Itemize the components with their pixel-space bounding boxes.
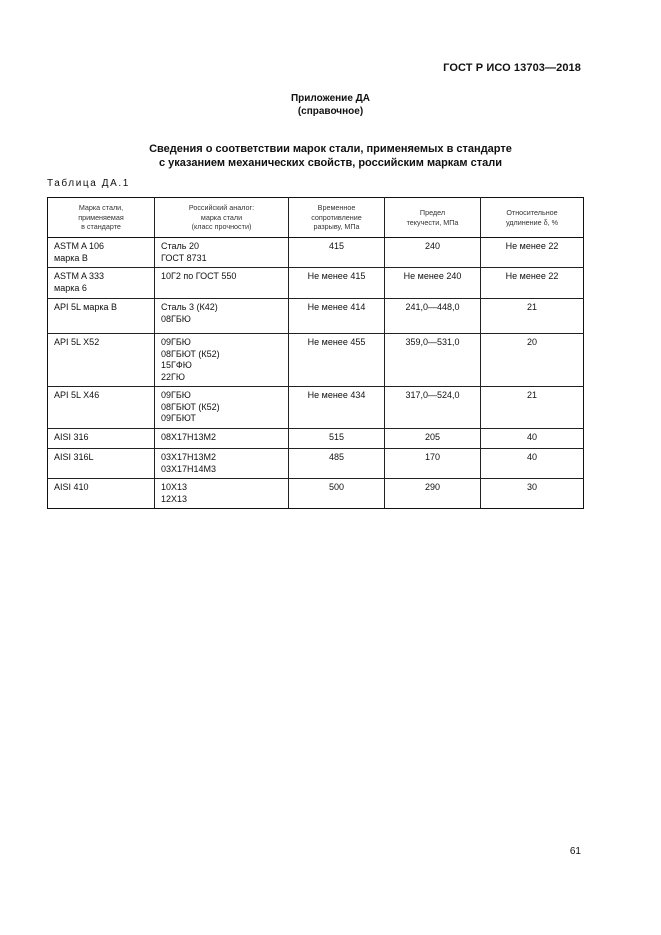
cell-text-line: 08ГБЮТ (К52) xyxy=(161,401,220,412)
cell-grade xyxy=(48,387,155,429)
cell-tensile: 485 xyxy=(289,449,385,479)
document-code: ГОСТ Р ИСО 13703—2018 xyxy=(443,62,581,74)
header-text-line: Относительное xyxy=(506,208,558,217)
cell-grade xyxy=(48,268,155,299)
annex-title-block xyxy=(0,92,661,118)
cell-analog xyxy=(155,429,289,449)
cell-tensile: Не менее 434 xyxy=(289,387,385,429)
cell-yield: 317,0—524,0 xyxy=(385,387,481,429)
cell-text-line: 08Х17Н13М2 xyxy=(161,432,217,442)
cell-text-line: 08ГБЮТ (К52) xyxy=(161,348,220,359)
header-yield-strength xyxy=(385,198,481,238)
header-text-line: Временное xyxy=(317,203,356,213)
cell-text-line: 09ГБЮТ xyxy=(161,413,196,423)
cell-elongation: 40 xyxy=(481,449,584,479)
cell-text-line: API 5L X52 xyxy=(54,337,100,347)
header-elongation xyxy=(481,198,584,238)
table-row xyxy=(48,268,584,299)
cell-analog xyxy=(155,387,289,429)
header-text-line: применяемая xyxy=(78,212,124,222)
cell-yield: 240 xyxy=(385,238,481,268)
header-text-line: сопротивление xyxy=(311,212,362,222)
table-row xyxy=(48,387,584,429)
cell-grade xyxy=(48,334,155,387)
table-header xyxy=(48,198,584,238)
cell-yield: 205 xyxy=(385,429,481,449)
cell-tensile: Не менее 455 xyxy=(289,334,385,387)
cell-text-line: 08ГБЮ xyxy=(161,313,191,324)
cell-text-line: Сталь 3 (К42) xyxy=(161,302,218,312)
cell-text-line: AISI 316 xyxy=(54,432,89,442)
cell-text-line: ASTM A 106 xyxy=(54,241,105,251)
table-row xyxy=(48,334,584,387)
header-text-line: (класс прочности) xyxy=(191,222,252,232)
table-row xyxy=(48,479,584,509)
cell-text-line: 12Х13 xyxy=(161,493,188,504)
cell-yield: 290 xyxy=(385,479,481,509)
cell-grade xyxy=(48,479,155,509)
cell-text-line: 10Г2 по ГОСТ 550 xyxy=(161,271,237,281)
cell-tensile: 515 xyxy=(289,429,385,449)
cell-text-line: ASTM A 333 xyxy=(54,271,105,281)
cell-elongation: 21 xyxy=(481,299,584,334)
table-label: Таблица ДА.1 xyxy=(47,178,130,189)
cell-text-line: 10Х13 xyxy=(161,482,188,492)
cell-yield: 359,0—531,0 xyxy=(385,334,481,387)
cell-text-line: марка 6 xyxy=(54,282,87,293)
header-text-line: марка стали xyxy=(200,212,243,222)
cell-text-line: ГОСТ 8731 xyxy=(161,252,207,263)
cell-analog xyxy=(155,238,289,268)
annex-subtitle: (справочное) xyxy=(297,106,364,117)
section-heading-line-2: с указанием механических свойств, российским маркам стали xyxy=(159,156,502,169)
steel-grades-table xyxy=(47,197,584,509)
section-heading xyxy=(0,143,661,170)
cell-text-line: марка В xyxy=(54,252,88,263)
cell-text-line: 22ГЮ xyxy=(161,371,185,382)
cell-elongation: 40 xyxy=(481,429,584,449)
cell-text-line: AISI 410 xyxy=(54,482,89,492)
header-tensile-strength xyxy=(289,198,385,238)
cell-analog xyxy=(155,334,289,387)
cell-elongation: 21 xyxy=(481,387,584,429)
cell-yield: Не менее 240 xyxy=(385,268,481,299)
cell-text-line: API 5L марка В xyxy=(54,302,118,312)
header-row xyxy=(48,198,584,238)
cell-analog xyxy=(155,299,289,334)
table-row xyxy=(48,238,584,268)
header-text-line: Марка стали, xyxy=(78,203,124,213)
header-grade xyxy=(48,198,155,238)
header-text-line: в стандарте xyxy=(81,222,121,232)
cell-elongation: Не менее 22 xyxy=(481,238,584,268)
page-number: 61 xyxy=(569,846,581,857)
cell-text-line: 15ГФЮ xyxy=(161,360,192,370)
cell-grade xyxy=(48,429,155,449)
cell-analog xyxy=(155,268,289,299)
cell-text-line: 03Х17Н13М2 xyxy=(161,452,217,462)
table-row xyxy=(48,429,584,449)
cell-elongation: 30 xyxy=(481,479,584,509)
cell-tensile: 415 xyxy=(289,238,385,268)
header-text-line: удлинение δ, % xyxy=(505,217,559,227)
annex-title: Приложение ДА xyxy=(290,93,371,104)
cell-yield: 170 xyxy=(385,449,481,479)
cell-text-line: 09ГБЮ xyxy=(161,390,191,400)
header-text-line: Предел xyxy=(419,208,446,217)
header-text-line: разрыву, МПа xyxy=(313,222,360,232)
cell-analog xyxy=(155,449,289,479)
cell-text-line: Сталь 20 xyxy=(161,241,199,251)
cell-elongation: 20 xyxy=(481,334,584,387)
cell-elongation: Не менее 22 xyxy=(481,268,584,299)
cell-text-line: API 5L X46 xyxy=(54,390,100,400)
header-text-line: текучести, МПа xyxy=(406,217,459,227)
cell-grade xyxy=(48,449,155,479)
cell-tensile: 500 xyxy=(289,479,385,509)
cell-tensile: Не менее 414 xyxy=(289,299,385,334)
header-russian-analog xyxy=(155,198,289,238)
header-text-line: Российский аналог: xyxy=(188,203,255,213)
table-body xyxy=(48,238,584,509)
cell-text-line: AISI 316L xyxy=(54,452,94,462)
cell-yield: 241,0—448,0 xyxy=(385,299,481,334)
section-heading-line-1: Сведения о соответствии марок стали, применяемых в стандарте xyxy=(149,143,512,155)
cell-text-line: 03Х17Н14М3 xyxy=(161,463,217,474)
cell-grade xyxy=(48,299,155,334)
cell-analog xyxy=(155,479,289,509)
cell-text-line: 09ГБЮ xyxy=(161,337,191,347)
table-row xyxy=(48,299,584,334)
cell-tensile: Не менее 415 xyxy=(289,268,385,299)
cell-grade xyxy=(48,238,155,268)
table-row xyxy=(48,449,584,479)
